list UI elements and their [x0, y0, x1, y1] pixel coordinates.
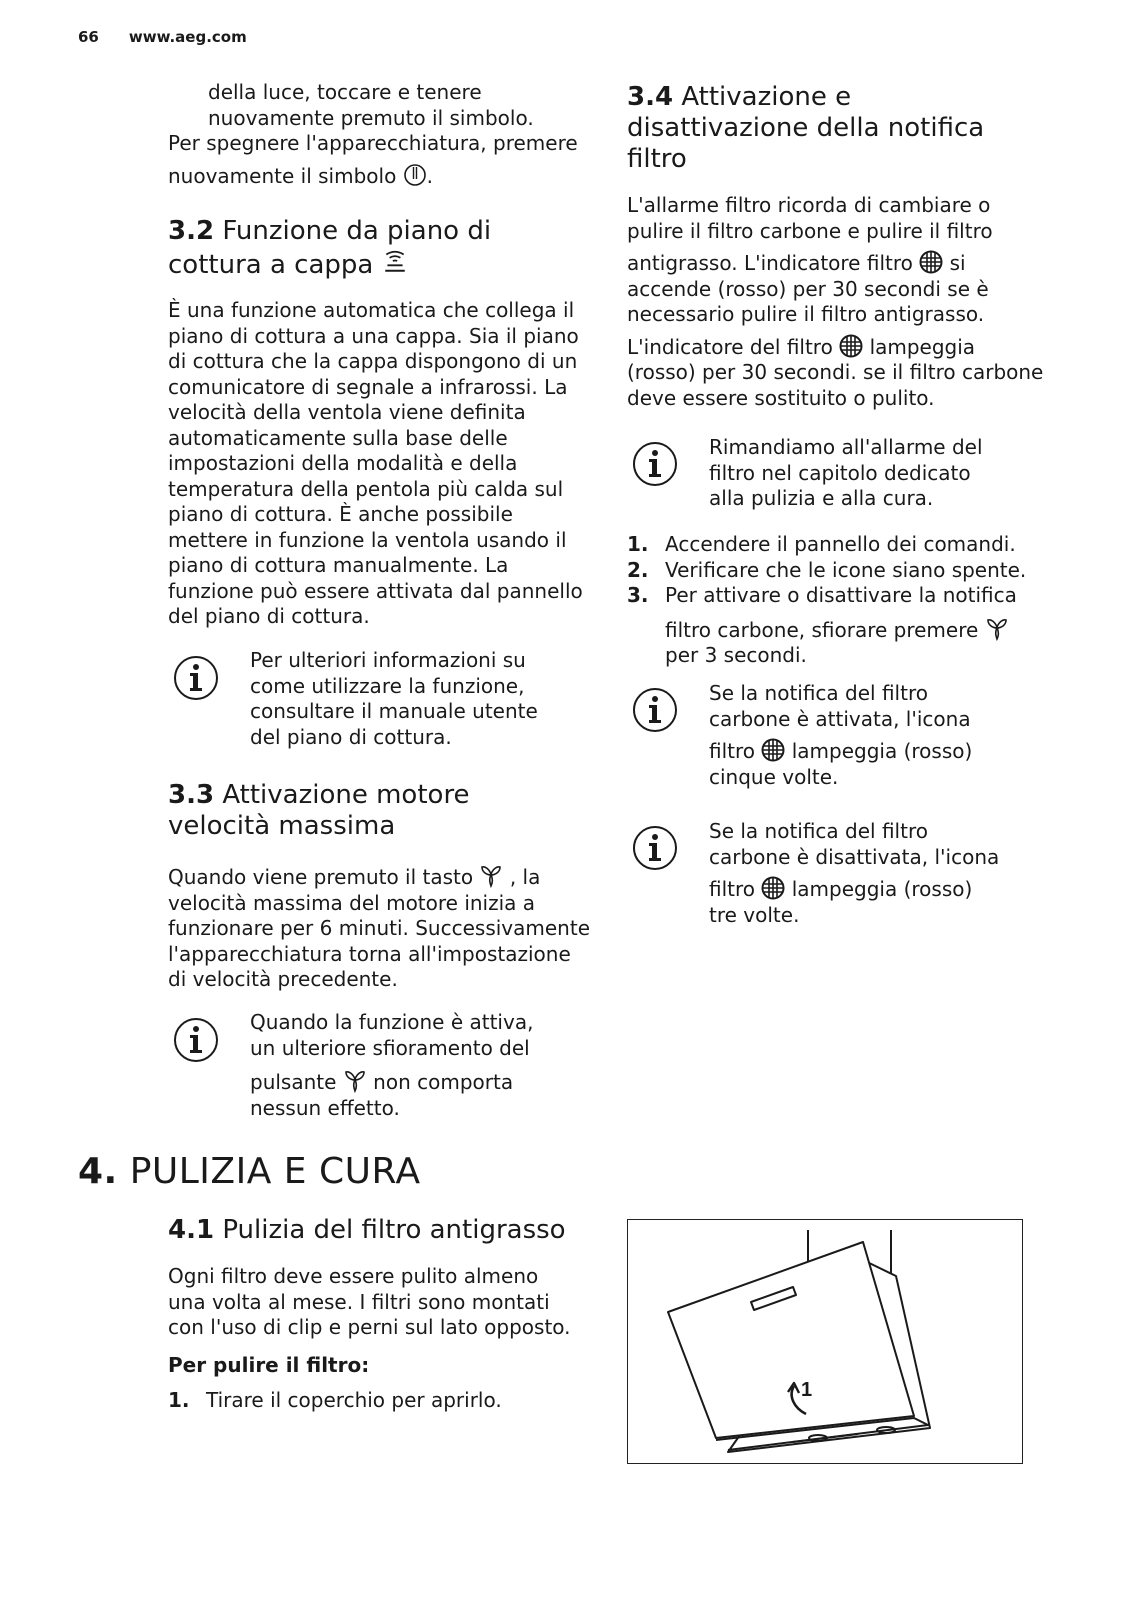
section-3-2-body [168, 298, 598, 630]
list-item [168, 1388, 608, 1414]
body-line: di cottura che la cappa dispongono di un [168, 349, 578, 373]
body-text: , la [509, 865, 541, 889]
section-3-4-heading [627, 82, 1057, 175]
note-text: filtro [709, 877, 756, 901]
section-4-1-title: Pulizia del filtro antigrasso [222, 1215, 566, 1245]
section-3-4-note-3 [709, 819, 1049, 928]
step-continuation-with-icon [627, 615, 1067, 644]
body-line: mettere in funzione la ventola usando il [168, 527, 567, 552]
hob2hood-icon [382, 247, 408, 275]
section-3-3-body [168, 862, 598, 993]
step-text: Accendere il pannello dei comandi. [665, 532, 1016, 556]
section-3-3-heading [168, 780, 598, 842]
section-3-3-note [250, 1010, 590, 1121]
body-line: automaticamente sulla base delle [168, 425, 508, 450]
body-line: È una funzione automatica che collega il [168, 298, 575, 322]
power-icon [403, 163, 427, 187]
list-item [627, 583, 1067, 609]
body-line: piano di cottura. È anche possibile [168, 502, 513, 526]
body-line: Ogni filtro deve essere pulito almeno [168, 1264, 539, 1288]
intro-line: della luce, toccare e tenere [208, 80, 482, 104]
body-text: antigrasso. L'indicatore filtro [627, 251, 913, 275]
note-line: cinque volte. [709, 764, 839, 789]
page-header [78, 28, 247, 46]
note-line: carbone è disattivata, l'icona [709, 844, 1000, 869]
body-line-with-icon [627, 250, 1067, 277]
section-3-4-steps [627, 532, 1067, 669]
body-line: pulire il filtro carbone e pulire il filtro [627, 218, 993, 243]
fan-boost-icon [343, 1067, 367, 1093]
step-continuation: per 3 secondi. [665, 643, 807, 667]
section-3-2-number: 3.2 [168, 216, 215, 246]
section-3-4-body [627, 193, 1067, 411]
hood-filter-figure [627, 1219, 1023, 1464]
intro-line-period: . [426, 163, 434, 188]
body-line: del piano di cottura. [168, 604, 370, 628]
figure-callout-label: 1 [801, 1379, 813, 1401]
filter-grid-icon [839, 334, 863, 358]
body-text: Quando viene premuto il tasto [168, 865, 474, 889]
body-line: comunicatore di segnale a infrarossi. La [168, 374, 568, 399]
note-line: filtro nel capitolo dedicato [709, 460, 971, 485]
note-line: un ulteriore sfioramento del [250, 1035, 530, 1060]
note-line: come utilizzare la funzione, [250, 673, 525, 698]
section-3-4-note-1 [709, 435, 1049, 512]
filter-grid-icon [761, 738, 785, 762]
info-icon [632, 825, 678, 871]
page-number: 66 [78, 28, 99, 46]
step-number: 3. [627, 583, 649, 607]
section-3-2-title-line1: Funzione da piano di [222, 216, 492, 246]
note-text: lampeggia (rosso) [791, 739, 973, 763]
info-icon [632, 687, 678, 733]
hood-filter-illustration [628, 1220, 1021, 1462]
section-4-1-heading [168, 1215, 608, 1246]
body-line: velocità massima del motore inizia a [168, 890, 536, 915]
body-line: piano di cottura manualmente. La [168, 553, 509, 577]
section-3-2-heading [168, 216, 598, 281]
note-text: non comporta [373, 1070, 514, 1094]
note-text: pulsante [250, 1070, 337, 1094]
list-item [627, 558, 1067, 584]
note-line-with-icon [709, 876, 1049, 903]
section-3-2-title-line2: cottura a cappa [168, 250, 374, 280]
intro-continuation [168, 80, 588, 189]
section-3-4-number: 3.4 [627, 82, 674, 112]
body-line-with-icon [627, 334, 1067, 361]
filter-grid-icon [761, 876, 785, 900]
body-line: l'apparecchiatura torna all'impostazione [168, 941, 571, 966]
chapter-4-heading [78, 1152, 421, 1192]
body-line: necessario pulire il filtro antigrasso. [627, 302, 985, 326]
info-icon [173, 1017, 219, 1063]
info-icon [173, 655, 219, 701]
note-line: alla pulizia e alla cura. [709, 486, 934, 510]
fan-boost-icon [479, 862, 503, 888]
section-3-3-title-line2: velocità massima [168, 811, 396, 841]
step-text: Verificare che le icone siano spente. [665, 557, 1027, 582]
note-text: filtro [709, 739, 756, 763]
body-line: di velocità precedente. [168, 967, 398, 991]
intro-line-text: nuovamente il simbolo [168, 163, 397, 188]
note-line: del piano di cottura. [250, 724, 452, 749]
body-line: deve essere sostituito o pulito. [627, 385, 935, 410]
note-line: tre volte. [709, 902, 800, 927]
step-text: Tirare il coperchio per aprirlo. [206, 1388, 502, 1412]
body-line: una volta al mese. I filtri sono montati [168, 1289, 550, 1314]
filter-grid-icon [919, 250, 943, 274]
intro-line: nuovamente premuto il simbolo. [208, 105, 534, 130]
intro-line: Per spegnere l'apparecchiatura, premere [168, 131, 578, 155]
step-number: 1. [168, 1388, 190, 1412]
step-number: 2. [627, 557, 649, 582]
body-line: piano di cottura a una cappa. Sia il piano [168, 323, 579, 348]
section-3-3-title-line1: Attivazione motore [222, 780, 470, 810]
body-line: funzione può essere attivata dal pannello [168, 578, 583, 603]
note-line: Se la notifica del filtro [709, 819, 928, 843]
body-text: lampeggia [869, 334, 976, 359]
section-4-1-body [168, 1264, 608, 1414]
chapter-4-title: PULIZIA E CURA [129, 1151, 421, 1192]
body-text: L'indicatore del filtro [627, 334, 833, 359]
body-line: velocità della ventola viene definita [168, 400, 526, 424]
body-line-with-icon [168, 862, 598, 891]
subheading: Per pulire il filtro: [168, 1352, 370, 1377]
body-line: con l'uso di clip e perni sul lato opposto. [168, 1315, 571, 1339]
body-line: accende (rosso) per 30 secondi se è [627, 276, 989, 301]
note-line: Quando la funzione è attiva, [250, 1010, 534, 1034]
note-line-with-icon [250, 1067, 590, 1096]
section-3-3-number: 3.3 [168, 780, 215, 810]
list-item [627, 532, 1067, 558]
body-line: temperatura della pentola più calda sul [168, 476, 564, 501]
body-line: impostazioni della modalità e della [168, 451, 518, 475]
body-line: funzionare per 6 minuti. Successivamente [168, 916, 590, 940]
header-url[interactable]: www.aeg.com [128, 28, 247, 46]
step-text: filtro carbone, sfiorare premere [665, 617, 979, 642]
note-line: carbone è attivata, l'icona [709, 706, 971, 731]
note-line: nessun effetto. [250, 1095, 400, 1120]
note-line-with-icon [709, 738, 1049, 765]
note-line: consultare il manuale utente [250, 699, 538, 723]
section-3-4-note-2 [709, 681, 1049, 790]
fan-boost-icon [985, 615, 1009, 641]
note-line: Per ulteriori informazioni su [250, 648, 526, 672]
note-line: Se la notifica del filtro [709, 681, 928, 705]
intro-line-with-icon [168, 163, 588, 190]
section-3-4-title-line2: disattivazione della notifica [627, 113, 985, 143]
chapter-4-number: 4. [78, 1151, 118, 1192]
section-3-4-title-line1: Attivazione e [681, 82, 852, 112]
note-line: Rimandiamo all'allarme del [709, 435, 983, 459]
section-4-1-number: 4.1 [168, 1215, 215, 1245]
section-3-4-title-line3: filtro [627, 144, 687, 174]
body-line: (rosso) per 30 secondi. se il filtro carbone [627, 360, 1044, 384]
step-text: Per attivare o disattivare la notifica [665, 583, 1017, 607]
info-icon [632, 441, 678, 487]
body-line: L'allarme filtro ricorda di cambiare o [627, 193, 991, 217]
section-3-2-note [250, 648, 590, 750]
step-number: 1. [627, 532, 649, 556]
note-text: lampeggia (rosso) [791, 877, 973, 901]
body-text: si [949, 251, 966, 275]
